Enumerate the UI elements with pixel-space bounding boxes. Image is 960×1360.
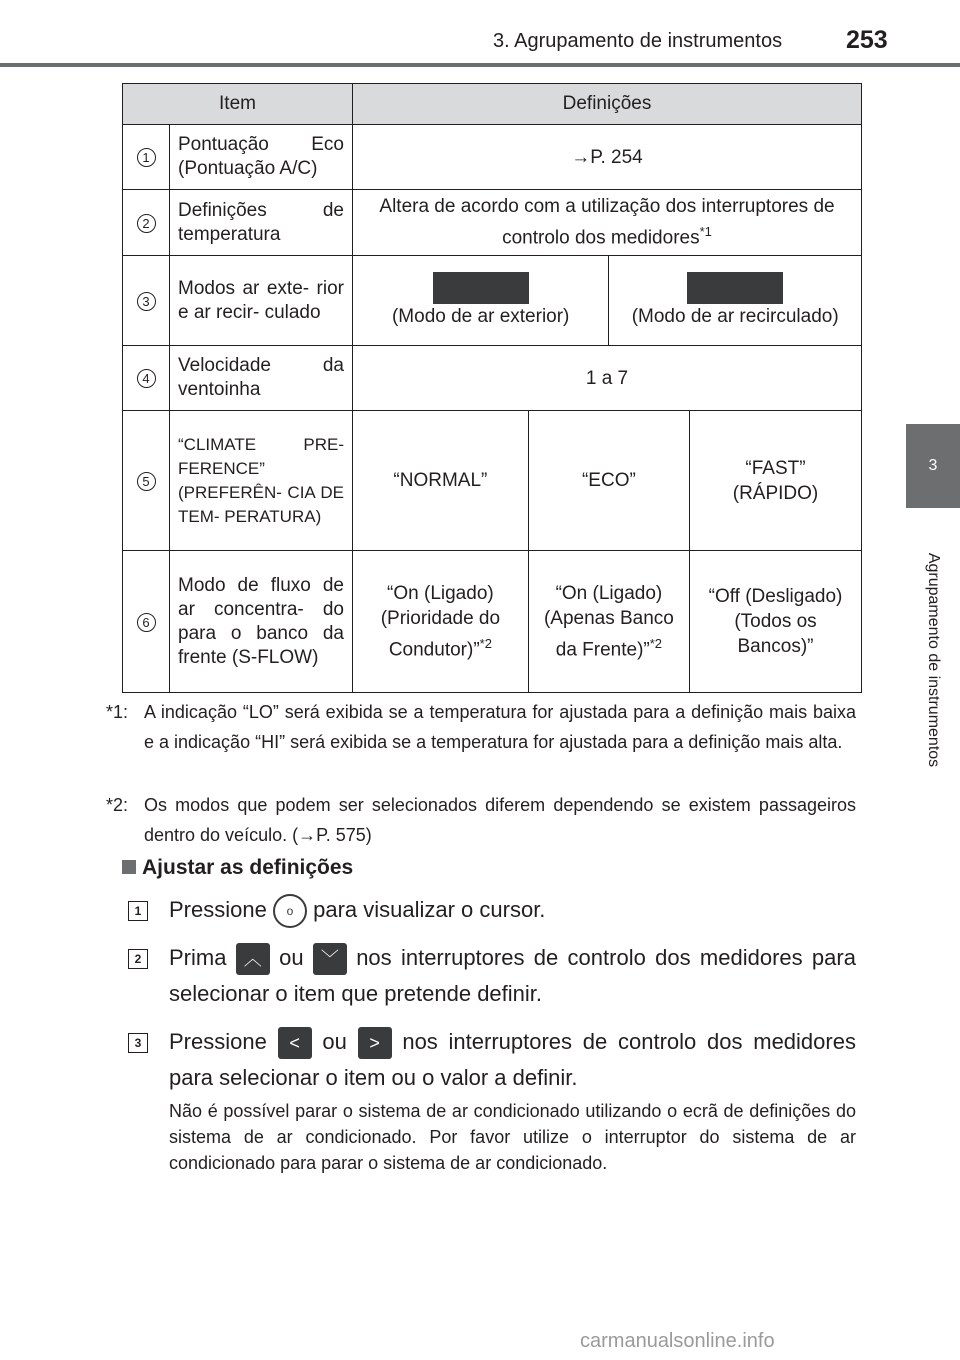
section-bullet-icon xyxy=(122,860,136,874)
select-button-icon: o xyxy=(273,894,307,928)
step-text: para visualizar o cursor. xyxy=(313,897,546,922)
option-label: (Modo de ar exterior) xyxy=(391,306,570,327)
section-title xyxy=(122,856,353,880)
footnote-ref: *2 xyxy=(479,635,492,651)
table-header-row xyxy=(123,84,862,125)
row-number: 2 xyxy=(137,214,156,233)
row-number: 4 xyxy=(137,369,156,388)
table-row xyxy=(123,411,862,551)
row-option-2 xyxy=(609,256,862,346)
up-button-icon: ︿ xyxy=(236,943,270,975)
footnote-text: A indicação “LO” será exibida se a temperatura for ajustada para a definição mais baixa e a indicação “HI” será exibida se a temperatura for ajustada para a definição mais alta. xyxy=(144,702,856,752)
row-item: Modos ar exte- rior e ar recir- culado xyxy=(170,256,353,346)
step-text: nos interruptores de controlo dos medidores para selecionar o item que pretende definir. xyxy=(169,945,856,1006)
row-item: Definições de temperatura xyxy=(170,190,353,256)
footnote-text: Os modos que podem ser selecionados diferem dependendo se existem passageiros dentro do veículo. (→P. 575) xyxy=(144,795,856,845)
settings-table xyxy=(122,83,862,693)
table-row xyxy=(123,256,862,346)
footnote-2 xyxy=(106,790,856,850)
row-value: →P. 254 xyxy=(353,125,862,190)
row-option-2 xyxy=(528,551,689,693)
row-value xyxy=(353,190,862,256)
table-row xyxy=(123,551,862,693)
section-title-text: Ajustar as definições xyxy=(142,856,354,879)
page-number: 253 xyxy=(846,26,888,54)
row-item: Pontuação Eco (Pontuação A/C) xyxy=(170,125,353,190)
step-text: Pressione xyxy=(169,897,267,922)
footnote-ref: *1 xyxy=(699,224,712,240)
footnote-1 xyxy=(106,697,856,757)
row-item: “CLIMATE PRE- FERENCE” (PREFERÊN- CIA DE TEM- PERATURA) xyxy=(170,411,353,551)
watermark: carmanualsonline.info xyxy=(580,1330,775,1352)
chapter-side-label xyxy=(906,520,960,800)
option-label: “On (Ligado) (Prioridade do Condutor)” xyxy=(380,582,501,661)
row-number: 5 xyxy=(137,472,156,491)
chapter-tab: 3 xyxy=(906,424,960,508)
row-number: 1 xyxy=(137,148,156,167)
step-2 xyxy=(128,940,856,1012)
row-option-1: “NORMAL” xyxy=(353,411,529,551)
step-text: ou xyxy=(322,1029,347,1054)
left-button-icon: < xyxy=(278,1027,312,1059)
step-number: 3 xyxy=(128,1033,148,1053)
footnote-ref: *2 xyxy=(649,635,663,651)
table-row xyxy=(123,190,862,256)
row-option-1 xyxy=(353,551,529,693)
section-note: Não é possível parar o sistema de ar condicionado utilizando o ecrã de definições do sistema de ar condicionado. Por favor utilize o interruptor do sistema de ar condicionado para parar o sistema de ar condicionado. xyxy=(169,1101,856,1173)
step-text: Prima xyxy=(169,945,227,970)
header-rule xyxy=(0,63,960,67)
recirculated-air-icon xyxy=(687,272,783,304)
row-item: Velocidade da ventoinha xyxy=(170,346,353,411)
row-option-3: “Off (Desligado) (Todos os Bancos)” xyxy=(690,551,862,693)
option-label: (Modo de ar recirculado) xyxy=(631,306,839,327)
step-number: 1 xyxy=(128,901,148,921)
step-text: Pressione xyxy=(169,1029,267,1054)
row-option-1 xyxy=(353,256,609,346)
row-item: Modo de fluxo de ar concentra- do para o banco da frente (S-FLOW) xyxy=(170,551,353,693)
row-value: 1 a 7 xyxy=(353,346,862,411)
col-header-item: Item xyxy=(123,84,353,125)
step-1 xyxy=(128,892,856,928)
row-option-2: “ECO” xyxy=(528,411,689,551)
table-row xyxy=(123,125,862,190)
chapter-side-label-text: Agrupamento de instrumentos xyxy=(925,552,942,768)
option-label: “On (Ligado) (Apenas Banco da Frente)” xyxy=(543,582,674,661)
row-value-text: Altera de acordo com a utilização dos interruptores de controlo dos medidores xyxy=(379,196,835,249)
right-button-icon: > xyxy=(358,1027,392,1059)
row-option-3: “FAST” (RÁPIDO) xyxy=(690,411,862,551)
outside-air-icon xyxy=(433,272,529,304)
step-text: nos interruptores de controlo dos medidores para selecionar o item ou o valor a definir. xyxy=(169,1029,856,1090)
step-3 xyxy=(128,1024,856,1096)
footnote-mark: *1: xyxy=(106,702,129,722)
col-header-defs: Definições xyxy=(353,84,862,125)
step-text: ou xyxy=(279,945,304,970)
row-number: 3 xyxy=(137,292,156,311)
step-number: 2 xyxy=(128,949,148,969)
header-section-title: 3. Agrupamento de instrumentos xyxy=(493,30,783,52)
footnote-mark: *2: xyxy=(106,795,129,815)
table-row xyxy=(123,346,862,411)
down-button-icon: ﹀ xyxy=(313,943,347,975)
row-number: 6 xyxy=(137,613,156,632)
